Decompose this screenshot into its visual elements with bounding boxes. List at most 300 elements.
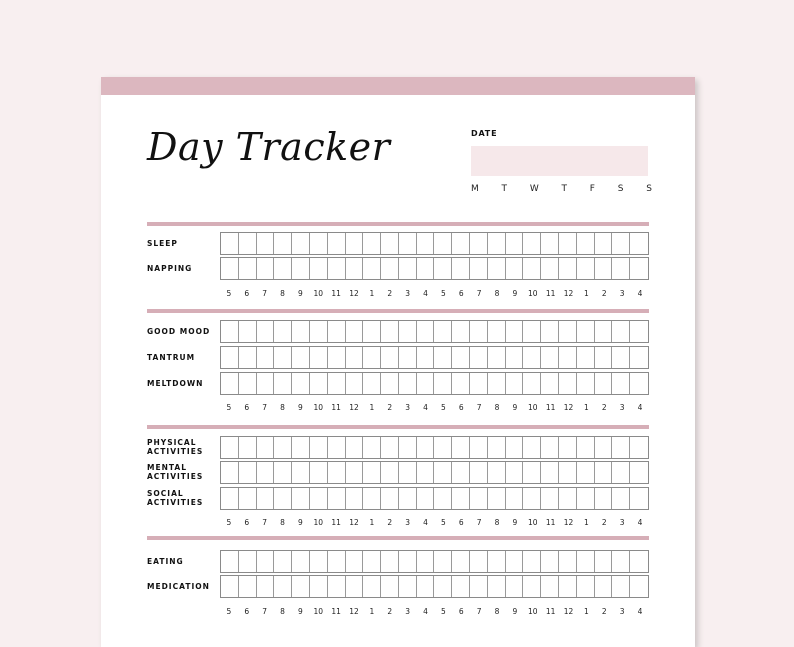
- hour-cell[interactable]: [221, 321, 239, 342]
- hour-cell[interactable]: [506, 373, 524, 394]
- hour-grid-row: [220, 550, 649, 573]
- date-field[interactable]: [471, 146, 648, 176]
- hour-cell[interactable]: [257, 347, 275, 368]
- hour-cell[interactable]: [559, 258, 577, 279]
- hour-cell[interactable]: [399, 488, 417, 509]
- hour-label: 2: [601, 518, 607, 527]
- hour-cell[interactable]: [470, 321, 488, 342]
- hour-cell[interactable]: [274, 488, 292, 509]
- hour-cell[interactable]: [239, 321, 257, 342]
- hour-cell[interactable]: [239, 551, 257, 572]
- hour-cell[interactable]: [630, 233, 648, 254]
- hour-labels: [220, 607, 649, 616]
- hour-cell[interactable]: [292, 576, 310, 597]
- hour-label: 8: [494, 518, 500, 527]
- hour-cell[interactable]: [381, 551, 399, 572]
- hour-label: 1: [584, 289, 589, 298]
- row-label-line: MENTAL: [147, 463, 187, 472]
- hour-cell[interactable]: [417, 347, 435, 368]
- hour-cell[interactable]: [452, 576, 470, 597]
- hour-cell[interactable]: [274, 258, 292, 279]
- hour-cell[interactable]: [310, 233, 328, 254]
- hour-label: 7: [262, 289, 268, 298]
- hour-cell[interactable]: [310, 373, 328, 394]
- hour-cell[interactable]: [328, 373, 346, 394]
- hour-cell[interactable]: [630, 347, 648, 368]
- hour-label: 1: [584, 403, 589, 412]
- hour-cell[interactable]: [488, 462, 506, 483]
- hour-cell[interactable]: [541, 437, 559, 458]
- hour-cell[interactable]: [417, 551, 435, 572]
- hour-cell[interactable]: [612, 321, 630, 342]
- weekday-letter[interactable]: M: [471, 184, 479, 194]
- hour-cell[interactable]: [523, 576, 541, 597]
- hour-cell[interactable]: [328, 462, 346, 483]
- hour-cell[interactable]: [612, 462, 630, 483]
- hour-cell[interactable]: [488, 321, 506, 342]
- hour-cell[interactable]: [257, 488, 275, 509]
- hour-cell[interactable]: [434, 373, 452, 394]
- weekday-letter[interactable]: T: [501, 184, 508, 194]
- hour-cell[interactable]: [434, 321, 452, 342]
- hour-cell[interactable]: [346, 258, 364, 279]
- hour-label: 6: [244, 403, 250, 412]
- hour-cell[interactable]: [239, 437, 257, 458]
- hour-cell[interactable]: [239, 373, 257, 394]
- hour-cell[interactable]: [612, 258, 630, 279]
- hour-cell[interactable]: [239, 462, 257, 483]
- hour-cell[interactable]: [310, 321, 328, 342]
- hour-cell[interactable]: [541, 258, 559, 279]
- hour-cell[interactable]: [488, 576, 506, 597]
- hour-cell[interactable]: [257, 321, 275, 342]
- hour-label: 3: [405, 518, 411, 527]
- hour-cell[interactable]: [612, 576, 630, 597]
- hour-cell[interactable]: [417, 437, 435, 458]
- hour-label: 1: [584, 607, 589, 616]
- hour-cell[interactable]: [470, 551, 488, 572]
- hour-cell[interactable]: [328, 437, 346, 458]
- hour-cell[interactable]: [559, 488, 577, 509]
- hour-cell[interactable]: [559, 437, 577, 458]
- hour-cell[interactable]: [523, 258, 541, 279]
- hour-cell[interactable]: [523, 321, 541, 342]
- hour-cell[interactable]: [612, 233, 630, 254]
- hour-cell[interactable]: [239, 233, 257, 254]
- hour-cell[interactable]: [434, 233, 452, 254]
- hour-cell[interactable]: [541, 233, 559, 254]
- hour-cell[interactable]: [221, 488, 239, 509]
- hour-cell[interactable]: [239, 347, 257, 368]
- hour-label: 3: [405, 403, 411, 412]
- hour-cell[interactable]: [523, 373, 541, 394]
- hour-cell[interactable]: [417, 321, 435, 342]
- hour-cell[interactable]: [541, 321, 559, 342]
- hour-cell[interactable]: [239, 576, 257, 597]
- hour-cell[interactable]: [595, 488, 613, 509]
- hour-label: 3: [405, 289, 411, 298]
- hour-label: 8: [494, 403, 500, 412]
- hour-cell[interactable]: [434, 258, 452, 279]
- hour-cell[interactable]: [559, 576, 577, 597]
- hour-cell[interactable]: [399, 321, 417, 342]
- hour-cell[interactable]: [381, 321, 399, 342]
- hour-cell[interactable]: [328, 488, 346, 509]
- hour-cell[interactable]: [434, 462, 452, 483]
- hour-cell[interactable]: [363, 576, 381, 597]
- hour-cell[interactable]: [363, 258, 381, 279]
- hour-label: 7: [476, 403, 482, 412]
- hour-cell[interactable]: [221, 437, 239, 458]
- hour-cell[interactable]: [434, 437, 452, 458]
- hour-label: 1: [584, 518, 589, 527]
- hour-cell[interactable]: [257, 462, 275, 483]
- hour-cell[interactable]: [595, 258, 613, 279]
- hour-label: 3: [405, 607, 411, 616]
- hour-cell[interactable]: [274, 233, 292, 254]
- hour-cell[interactable]: [452, 488, 470, 509]
- hour-cell[interactable]: [417, 576, 435, 597]
- weekday-letter[interactable]: W: [529, 184, 539, 194]
- hour-cell[interactable]: [221, 551, 239, 572]
- hour-grid-row: [220, 487, 649, 510]
- hour-cell[interactable]: [470, 437, 488, 458]
- hour-label: 1: [369, 607, 375, 616]
- hour-label: 11: [331, 403, 341, 412]
- hour-cell[interactable]: [452, 373, 470, 394]
- hour-cell[interactable]: [310, 437, 328, 458]
- hour-cell[interactable]: [274, 551, 292, 572]
- hour-label: 8: [280, 403, 285, 412]
- hour-cell[interactable]: [221, 347, 239, 368]
- hour-cell[interactable]: [506, 233, 524, 254]
- date-label: DATE: [471, 129, 498, 138]
- hour-cell[interactable]: [346, 373, 364, 394]
- hour-cell[interactable]: [363, 347, 381, 368]
- hour-cell[interactable]: [630, 576, 648, 597]
- hour-cell[interactable]: [274, 373, 292, 394]
- hour-label: 3: [619, 518, 625, 527]
- hour-label: 8: [280, 607, 285, 616]
- hour-cell[interactable]: [257, 551, 275, 572]
- hour-cell[interactable]: [452, 551, 470, 572]
- hour-cell[interactable]: [612, 437, 630, 458]
- hour-cell[interactable]: [630, 373, 648, 394]
- hour-cell[interactable]: [328, 347, 346, 368]
- hour-cell[interactable]: [577, 258, 595, 279]
- row-label-line: SOCIAL: [147, 489, 184, 498]
- hour-cell[interactable]: [577, 576, 595, 597]
- hour-cell[interactable]: [417, 233, 435, 254]
- hour-cell[interactable]: [292, 321, 310, 342]
- hour-cell[interactable]: [346, 233, 364, 254]
- hour-cell[interactable]: [363, 551, 381, 572]
- hour-cell[interactable]: [559, 462, 577, 483]
- hour-cell[interactable]: [470, 576, 488, 597]
- hour-cell[interactable]: [506, 258, 524, 279]
- hour-cell[interactable]: [417, 488, 435, 509]
- hour-cell[interactable]: [363, 233, 381, 254]
- hour-cell[interactable]: [292, 462, 310, 483]
- hour-cell[interactable]: [328, 321, 346, 342]
- section-divider: [147, 425, 649, 429]
- hour-cell[interactable]: [399, 437, 417, 458]
- hour-cell[interactable]: [595, 321, 613, 342]
- hour-cell[interactable]: [363, 462, 381, 483]
- hour-cell[interactable]: [577, 437, 595, 458]
- hour-cell[interactable]: [381, 462, 399, 483]
- hour-cell[interactable]: [417, 373, 435, 394]
- hour-cell[interactable]: [612, 347, 630, 368]
- hour-cell[interactable]: [541, 462, 559, 483]
- hour-cell[interactable]: [577, 488, 595, 509]
- row-label-line: EATING: [147, 557, 184, 566]
- hour-cell[interactable]: [292, 373, 310, 394]
- hour-cell[interactable]: [577, 551, 595, 572]
- hour-cell[interactable]: [292, 551, 310, 572]
- hour-cell[interactable]: [612, 373, 630, 394]
- hour-cell[interactable]: [488, 347, 506, 368]
- hour-cell[interactable]: [506, 437, 524, 458]
- hour-cell[interactable]: [523, 347, 541, 368]
- hour-cell[interactable]: [292, 258, 310, 279]
- hour-cell[interactable]: [381, 373, 399, 394]
- hour-cell[interactable]: [523, 462, 541, 483]
- hour-labels: [220, 289, 649, 298]
- hour-cell[interactable]: [470, 258, 488, 279]
- hour-cell[interactable]: [239, 488, 257, 509]
- hour-cell[interactable]: [612, 551, 630, 572]
- hour-cell[interactable]: [506, 347, 524, 368]
- hour-cell[interactable]: [221, 576, 239, 597]
- hour-cell[interactable]: [434, 576, 452, 597]
- weekday-letter[interactable]: T: [561, 184, 568, 194]
- hour-label: 2: [387, 607, 393, 616]
- hour-cell[interactable]: [630, 258, 648, 279]
- hour-cell[interactable]: [399, 551, 417, 572]
- hour-cell[interactable]: [310, 258, 328, 279]
- hour-cell[interactable]: [595, 462, 613, 483]
- hour-cell[interactable]: [381, 347, 399, 368]
- hour-cell[interactable]: [541, 576, 559, 597]
- hour-cell[interactable]: [346, 321, 364, 342]
- hour-cell[interactable]: [434, 347, 452, 368]
- hour-label: 7: [262, 518, 268, 527]
- hour-cell[interactable]: [630, 321, 648, 342]
- hour-cell[interactable]: [577, 462, 595, 483]
- hour-cell[interactable]: [559, 233, 577, 254]
- hour-cell[interactable]: [274, 321, 292, 342]
- hour-grid-row: [220, 320, 649, 343]
- hour-cell[interactable]: [541, 347, 559, 368]
- hour-cell[interactable]: [399, 258, 417, 279]
- hour-cell[interactable]: [346, 437, 364, 458]
- hour-cell[interactable]: [328, 551, 346, 572]
- hour-labels: [220, 403, 649, 412]
- hour-cell[interactable]: [452, 321, 470, 342]
- hour-cell[interactable]: [346, 488, 364, 509]
- hour-label: 9: [298, 607, 303, 616]
- hour-cell[interactable]: [381, 576, 399, 597]
- hour-cell[interactable]: [506, 462, 524, 483]
- hour-label: 12: [563, 518, 574, 527]
- hour-cell[interactable]: [221, 233, 239, 254]
- hour-cell[interactable]: [541, 373, 559, 394]
- hour-cell[interactable]: [434, 488, 452, 509]
- hour-cell[interactable]: [346, 551, 364, 572]
- hour-label: 11: [545, 607, 556, 616]
- hour-cell[interactable]: [346, 462, 364, 483]
- hour-cell[interactable]: [488, 373, 506, 394]
- hour-cell[interactable]: [559, 373, 577, 394]
- hour-cell[interactable]: [488, 233, 506, 254]
- hour-label: 1: [369, 289, 375, 298]
- hour-cell[interactable]: [541, 488, 559, 509]
- hour-cell[interactable]: [523, 551, 541, 572]
- hour-label: 9: [298, 518, 303, 527]
- row-label-line: ACTIVITIES: [147, 498, 204, 507]
- hour-cell[interactable]: [399, 462, 417, 483]
- hour-cell[interactable]: [452, 233, 470, 254]
- hour-cell[interactable]: [363, 321, 381, 342]
- hour-label: 5: [441, 518, 446, 527]
- row-label-line: GOOD MOOD: [147, 327, 211, 336]
- hour-cell[interactable]: [292, 488, 310, 509]
- hour-label: 8: [280, 518, 285, 527]
- hour-cell[interactable]: [221, 462, 239, 483]
- hour-cell[interactable]: [381, 488, 399, 509]
- hour-cell[interactable]: [577, 233, 595, 254]
- hour-cell[interactable]: [274, 462, 292, 483]
- hour-cell[interactable]: [221, 258, 239, 279]
- hour-cell[interactable]: [470, 462, 488, 483]
- hour-label: 3: [619, 607, 625, 616]
- hour-label: 10: [313, 289, 324, 298]
- hour-cell[interactable]: [470, 373, 488, 394]
- hour-cell[interactable]: [310, 488, 328, 509]
- hour-cell[interactable]: [452, 258, 470, 279]
- hour-cell[interactable]: [577, 347, 595, 368]
- hour-grid-row: [220, 372, 649, 395]
- hour-cell[interactable]: [257, 233, 275, 254]
- hour-cell[interactable]: [630, 551, 648, 572]
- hour-cell[interactable]: [328, 233, 346, 254]
- hour-cell[interactable]: [310, 551, 328, 572]
- hour-cell[interactable]: [417, 258, 435, 279]
- hour-cell[interactable]: [434, 551, 452, 572]
- hour-cell[interactable]: [630, 462, 648, 483]
- hour-cell[interactable]: [417, 462, 435, 483]
- row-label: [147, 489, 219, 507]
- row-label-line: PHYSICAL: [147, 438, 197, 447]
- hour-cell[interactable]: [328, 576, 346, 597]
- hour-cell[interactable]: [399, 347, 417, 368]
- weekday-letter[interactable]: F: [589, 184, 595, 194]
- hour-cell[interactable]: [399, 576, 417, 597]
- hour-cell[interactable]: [488, 488, 506, 509]
- weekday-letter[interactable]: S: [617, 184, 624, 194]
- hour-cell[interactable]: [381, 233, 399, 254]
- hour-cell[interactable]: [257, 437, 275, 458]
- hour-label: 4: [423, 289, 428, 298]
- weekday-letter[interactable]: S: [646, 184, 652, 194]
- hour-cell[interactable]: [221, 373, 239, 394]
- hour-cell[interactable]: [452, 462, 470, 483]
- section-divider: [147, 309, 649, 313]
- hour-cell[interactable]: [363, 437, 381, 458]
- hour-cell[interactable]: [488, 551, 506, 572]
- hour-cell[interactable]: [310, 462, 328, 483]
- hour-cell[interactable]: [595, 551, 613, 572]
- hour-label: 12: [563, 607, 574, 616]
- hour-cell[interactable]: [292, 437, 310, 458]
- hour-cell[interactable]: [488, 437, 506, 458]
- hour-cell[interactable]: [559, 551, 577, 572]
- hour-cell[interactable]: [630, 437, 648, 458]
- hour-cell[interactable]: [399, 373, 417, 394]
- hour-cell[interactable]: [363, 373, 381, 394]
- row-label: [147, 239, 219, 248]
- hour-cell[interactable]: [452, 347, 470, 368]
- hour-cell[interactable]: [346, 347, 364, 368]
- hour-cell[interactable]: [274, 437, 292, 458]
- hour-cell[interactable]: [595, 576, 613, 597]
- hour-cell[interactable]: [292, 233, 310, 254]
- hour-cell[interactable]: [595, 373, 613, 394]
- hour-cell[interactable]: [506, 551, 524, 572]
- hour-cell[interactable]: [559, 347, 577, 368]
- hour-cell[interactable]: [595, 347, 613, 368]
- hour-cell[interactable]: [381, 258, 399, 279]
- hour-cell[interactable]: [381, 437, 399, 458]
- hour-cell[interactable]: [257, 373, 275, 394]
- hour-cell[interactable]: [630, 488, 648, 509]
- hour-cell[interactable]: [595, 233, 613, 254]
- hour-cell[interactable]: [257, 258, 275, 279]
- hour-cell[interactable]: [470, 233, 488, 254]
- hour-cell[interactable]: [523, 488, 541, 509]
- hour-cell[interactable]: [328, 258, 346, 279]
- hour-cell[interactable]: [506, 321, 524, 342]
- hour-cell[interactable]: [506, 488, 524, 509]
- hour-cell[interactable]: [595, 437, 613, 458]
- hour-cell[interactable]: [310, 576, 328, 597]
- hour-cell[interactable]: [310, 347, 328, 368]
- hour-cell[interactable]: [523, 233, 541, 254]
- hour-cell[interactable]: [577, 321, 595, 342]
- hour-cell[interactable]: [257, 576, 275, 597]
- hour-cell[interactable]: [399, 233, 417, 254]
- hour-cell[interactable]: [346, 576, 364, 597]
- hour-cell[interactable]: [541, 551, 559, 572]
- hour-cell[interactable]: [559, 321, 577, 342]
- hour-cell[interactable]: [452, 437, 470, 458]
- hour-cell[interactable]: [488, 258, 506, 279]
- hour-label: 7: [262, 607, 268, 616]
- row-label: [147, 379, 219, 388]
- hour-cell[interactable]: [363, 488, 381, 509]
- hour-cell[interactable]: [523, 437, 541, 458]
- hour-cell[interactable]: [470, 347, 488, 368]
- hour-cell[interactable]: [612, 488, 630, 509]
- hour-cell[interactable]: [274, 347, 292, 368]
- hour-cell[interactable]: [577, 373, 595, 394]
- hour-cell[interactable]: [292, 347, 310, 368]
- hour-cell[interactable]: [274, 576, 292, 597]
- hour-cell[interactable]: [506, 576, 524, 597]
- hour-cell[interactable]: [470, 488, 488, 509]
- hour-cell[interactable]: [239, 258, 257, 279]
